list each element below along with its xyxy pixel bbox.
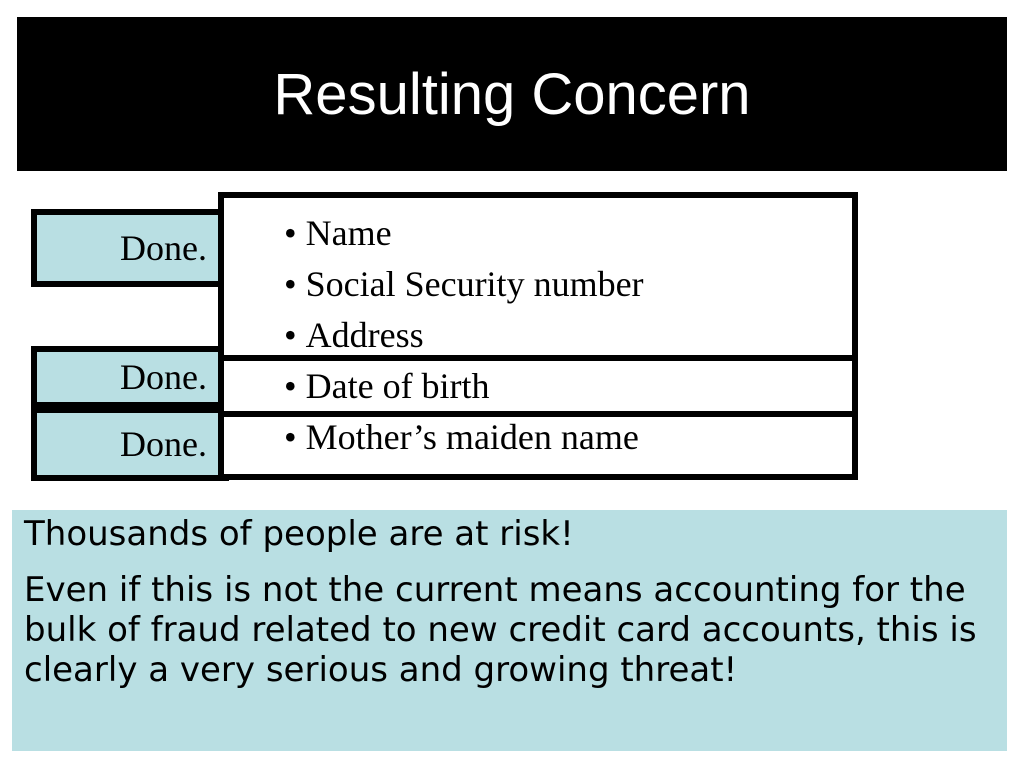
slide-title-bar: [17, 17, 1007, 171]
risk-detail: Even if this is not the current means accounting for the bulk of fraud related to new credit card accounts, this is clearly a very serious and growing threat!: [24, 570, 977, 690]
list-item-name: • Name: [284, 208, 644, 259]
done-label-1: Done.: [120, 228, 207, 268]
done-box-3: [31, 407, 229, 481]
done-label-3: Done.: [120, 424, 207, 464]
list-item-address: • Address: [284, 310, 644, 361]
done-label-2: Done.: [120, 357, 207, 397]
slide-title: Resulting Concern: [273, 61, 751, 127]
risk-headline: Thousands of people are at risk!: [24, 514, 574, 554]
personal-info-list: [284, 208, 644, 463]
list-item-ssn: • Social Security number: [284, 259, 644, 310]
risk-callout: [12, 510, 1007, 751]
list-item-maiden-name: • Mother’s maiden name: [284, 412, 644, 463]
list-item-date-of-birth: • Date of birth: [284, 361, 644, 412]
done-box-2: [31, 346, 229, 408]
done-box-1: [31, 209, 229, 287]
